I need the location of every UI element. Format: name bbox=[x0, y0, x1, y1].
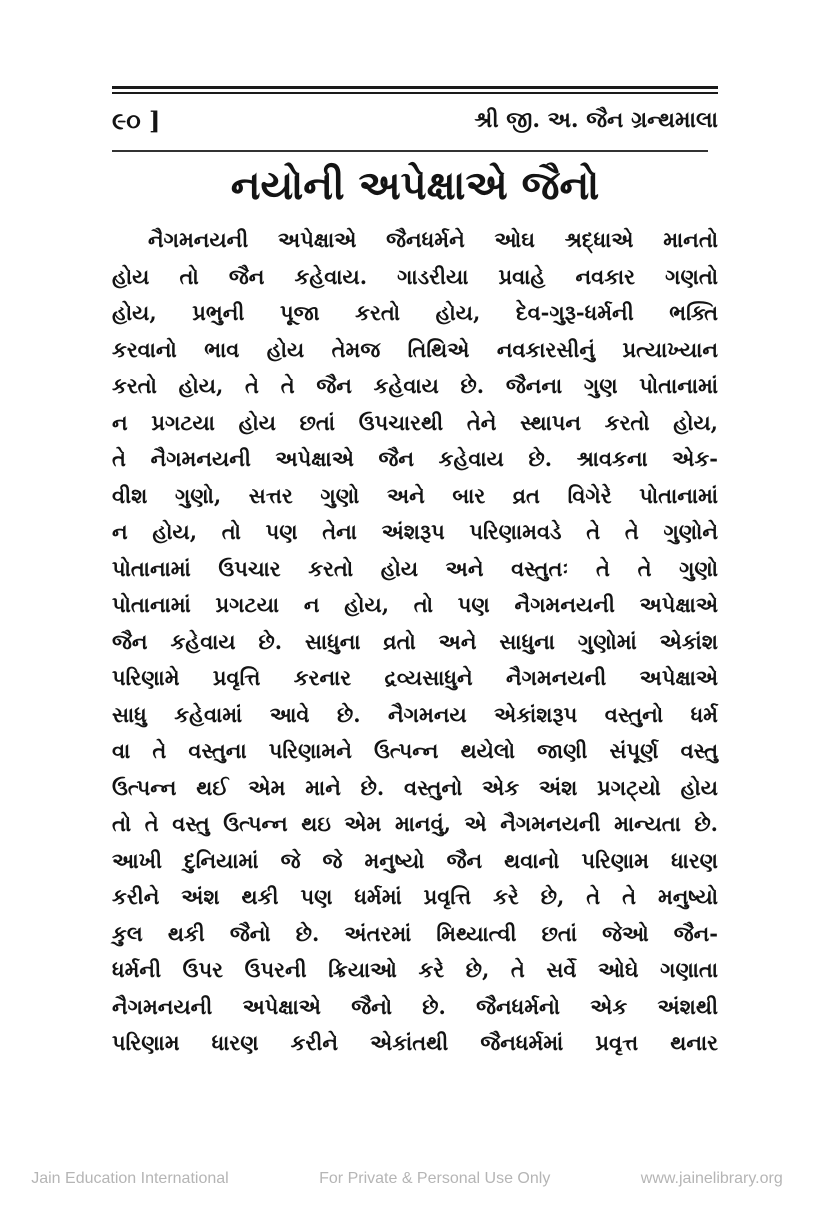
text-line: ધર્મની ઉપર ઉપરની ક્રિયાઓ કરે છે, તે સર્વે ઓઘે ગણાતા bbox=[112, 957, 718, 982]
text-line: પરિણામ ધારણ કરીને એકાંતથી જૈનધર્મમાં પ્રવૃત્ત થનાર bbox=[112, 1030, 718, 1055]
text-line: જૈન કહેવાય છે. સાધુના વ્રતો અને સાધુના ગુણોમાં એકાંશ bbox=[112, 628, 718, 654]
header-double-rule-bottom bbox=[112, 92, 718, 94]
text-line: તો તે વસ્તુ ઉત્પન્ન થઇ એમ માનવું, એ નૈગમનયની માન્યતા છે. bbox=[112, 811, 718, 836]
text-line: પોતાનામાં પ્રગટયા ન હોય, તો પણ નૈગમનયની અપેક્ષાએ bbox=[112, 592, 718, 617]
running-title: શ્રી જી. અ. જૈન ગ્રન્થમાલા bbox=[474, 107, 718, 133]
page-footer bbox=[0, 1170, 828, 1188]
text-line: ઉત્પન્ન થઈ એમ માને છે. વસ્તુનો એક અંશ પ્રગટ્યો હોય bbox=[112, 774, 718, 800]
page-header bbox=[112, 100, 718, 140]
text-line: પરિણામે પ્રવૃત્તિ કરનાર દ્રવ્યસાધુને નૈગમનયની અપેક્ષાએ bbox=[112, 665, 718, 690]
text-line: કરીને અંશ થકી પણ ધર્મમાં પ્રવૃત્તિ કરે છે, તે તે મનુષ્યો bbox=[112, 884, 718, 909]
page-number: ૯૦ ] bbox=[112, 105, 161, 135]
text-line: કરતો હોય, તે તે જૈન કહેવાય છે. જૈનના ગુણ પોતાનામાં bbox=[112, 373, 718, 398]
text-line: તે નૈગમનયની અપેક્ષાએ જૈન કહેવાય છે. શ્રાવકના એક- bbox=[112, 446, 718, 471]
body-text bbox=[112, 222, 718, 1062]
text-line: નૈગમનયની અપેક્ષાએ જૈનો છે. જૈનધર્મનો એક અંશથી bbox=[112, 993, 718, 1019]
text-line: હોય તો જૈન કહેવાય. ગાડરીયા પ્રવાહે નવકાર ગણતો bbox=[112, 263, 718, 289]
header-double-rule-top bbox=[112, 86, 718, 89]
text-line: કરવાનો ભાવ હોય તેમજ તિથિએ નવકારસીનું પ્રત્યાખ્યાન bbox=[112, 336, 718, 362]
chapter-title: નયોની અપેક્ષાએ જૈનો bbox=[230, 162, 600, 209]
text-line: પોતાનામાં ઉપચાર કરતો હોય અને વસ્તુતઃ તે તે ગુણો bbox=[112, 555, 718, 581]
text-line: આખી દુનિયામાં જે જે મનુષ્યો જૈન થવાનો પરિણામ ધારણ bbox=[112, 847, 718, 873]
text-line: ન પ્રગટયા હોય છતાં ઉપચારથી તેને સ્થાપન કરતો હોય, bbox=[112, 409, 718, 435]
text-line: વા તે વસ્તુના પરિણામને ઉત્પન્ન થયેલો જાણી સંપૂર્ણ વસ્તુ bbox=[112, 738, 718, 763]
text-line: કુલ થકી જૈનો છે. અંતરમાં મિથ્યાત્વી છતાં જેઓ જૈન- bbox=[112, 920, 718, 946]
text-line: વીશ ગુણો, સત્તર ગુણો અને બાર વ્રત વિગેરે પોતાનામાં bbox=[112, 482, 718, 508]
footer-publisher: Jain Education International bbox=[31, 1170, 229, 1187]
text-line: હોય, પ્રભુની પૂજા કરતો હોય, દેવ-ગુરૂ-ધર્મની ભક્તિ bbox=[112, 300, 718, 325]
header-rule bbox=[112, 150, 708, 152]
text-line: સાધુ કહેવામાં આવે છે. નૈગમનય એકાંશરૂપ વસ્તુનો ધર્મ bbox=[112, 701, 718, 727]
footer-usage-note: For Private & Personal Use Only bbox=[319, 1170, 551, 1187]
footer-website: www.jainelibrary.org bbox=[640, 1170, 783, 1187]
text-line: ન હોય, તો પણ તેના અંશરૂપ પરિણામવડે તે તે ગુણોને bbox=[112, 519, 718, 544]
text-line: નૈગમનયની અપેક્ષાએ જૈનધર્મને ઓઘ શ્રદ્ધાએ માનતો bbox=[148, 227, 718, 252]
